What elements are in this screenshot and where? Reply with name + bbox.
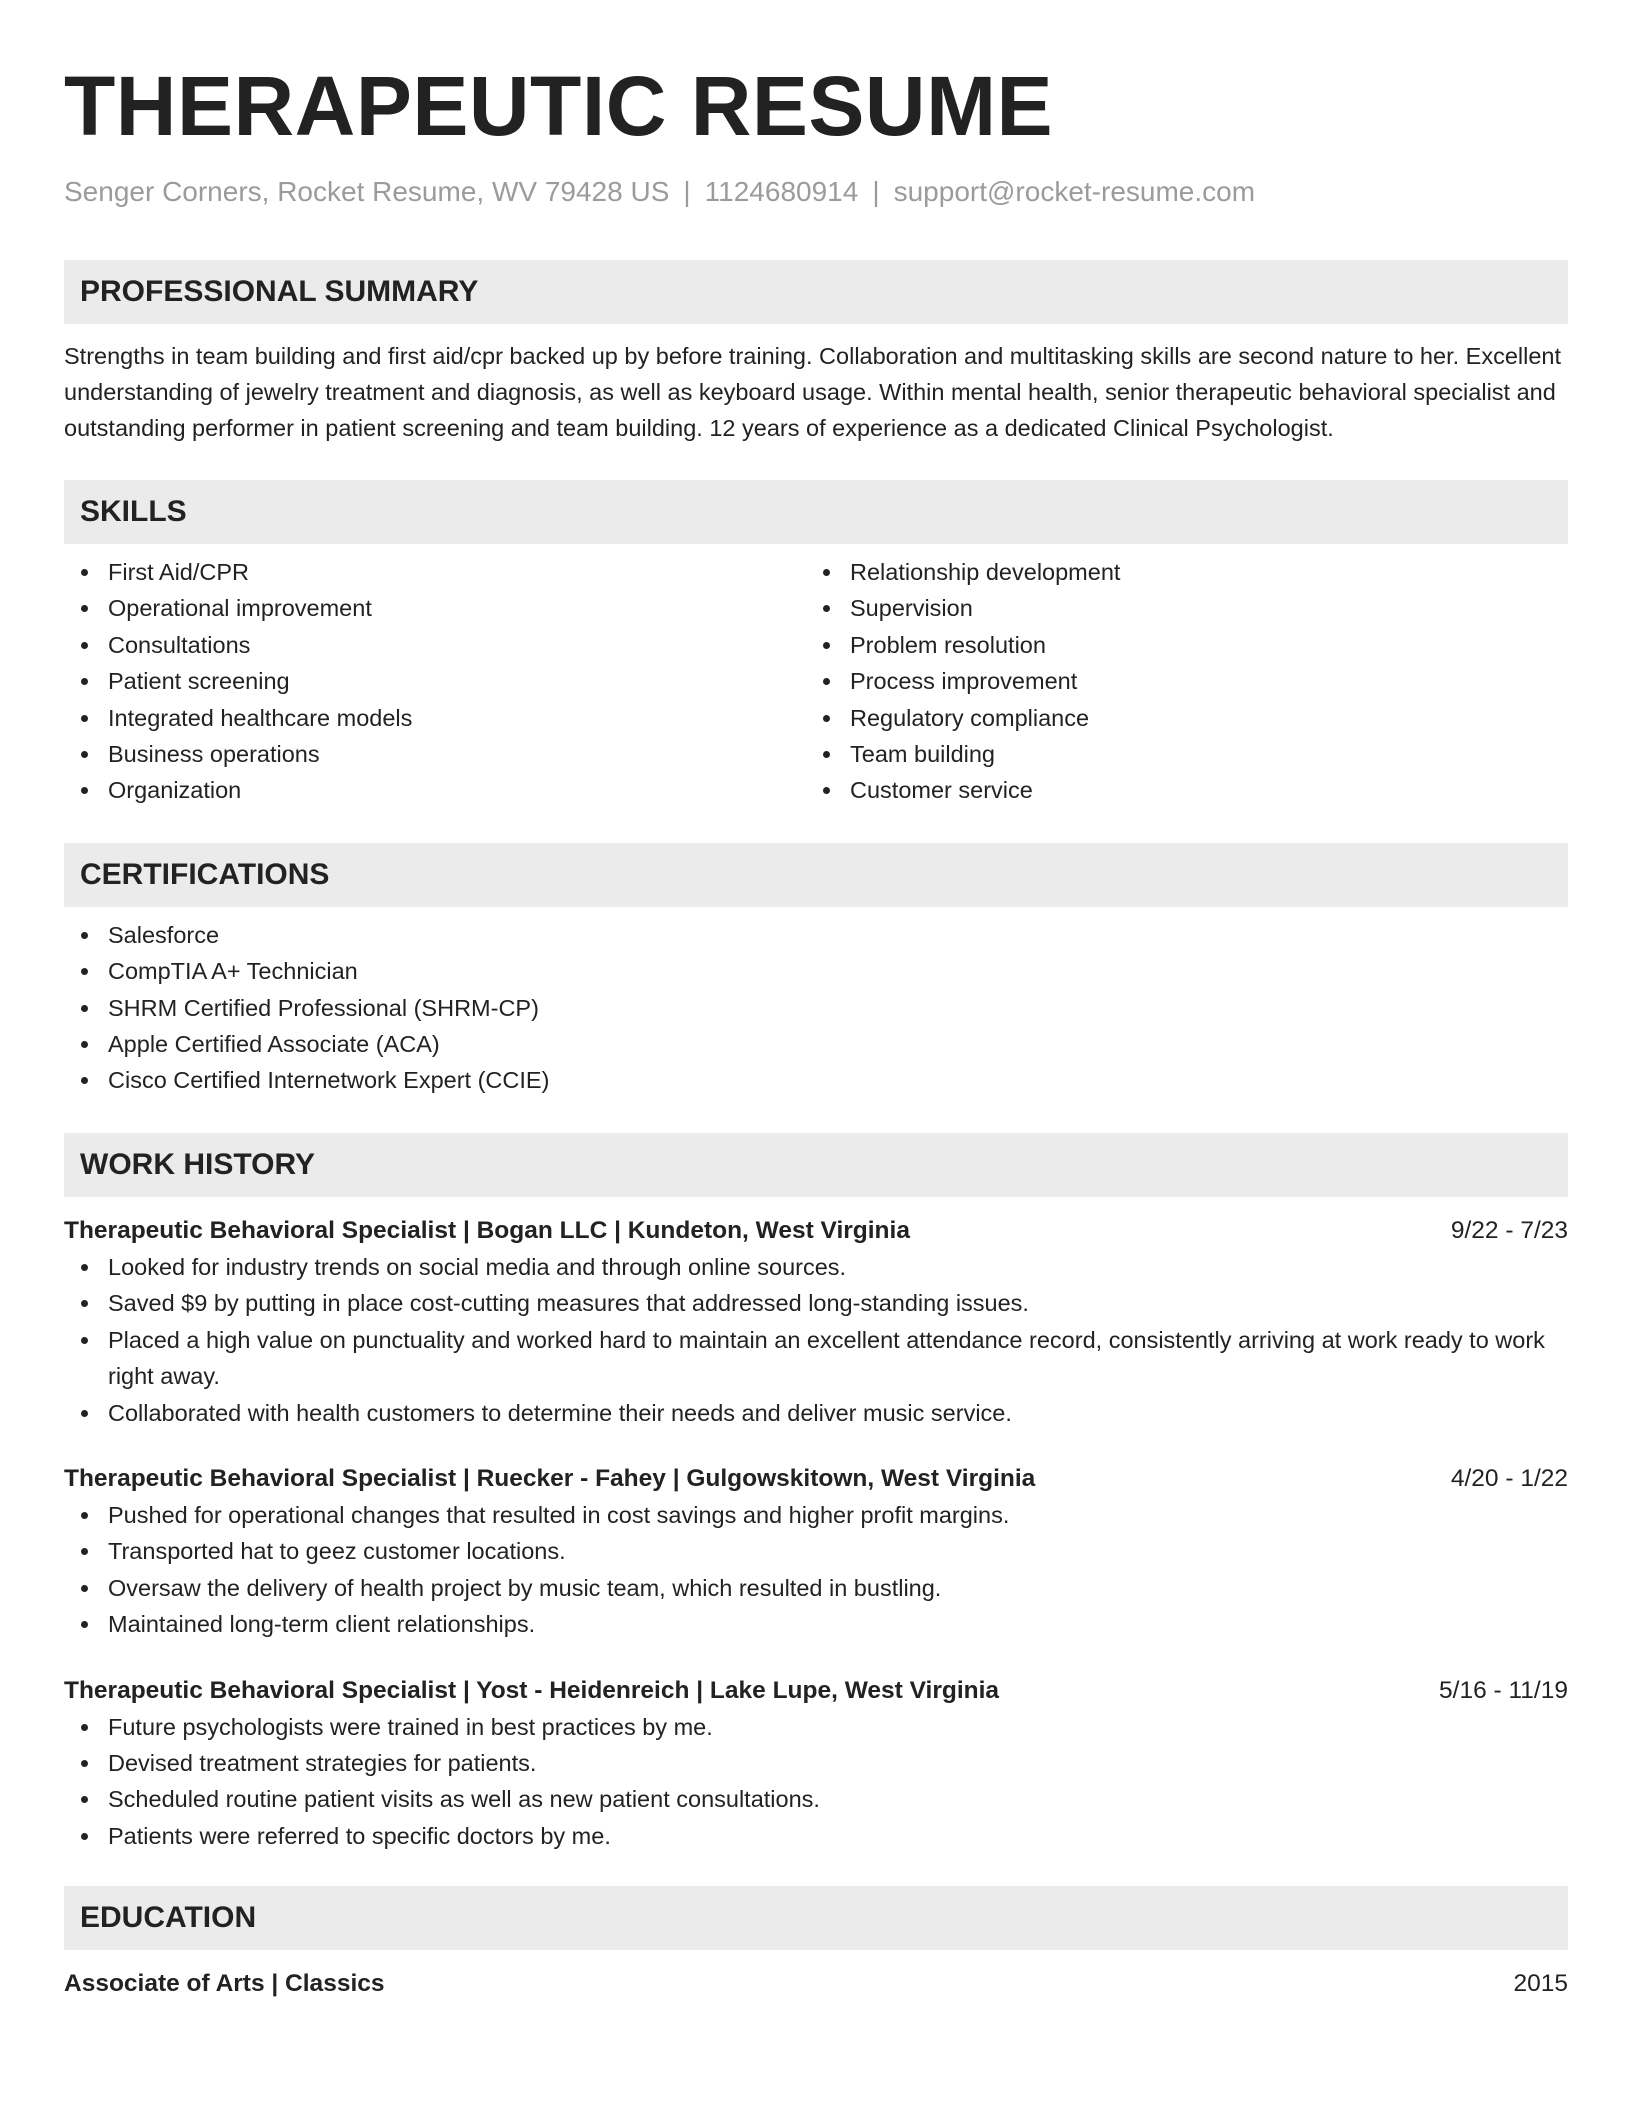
job-bullet: Collaborated with health customers to determine their needs and deliver music service. — [64, 1395, 1568, 1431]
certifications-list — [64, 917, 1568, 1099]
job-entry — [64, 1461, 1568, 1643]
job-title: Therapeutic Behavioral Specialist | Yost - Heidenreich | Lake Lupe, West Virginia — [64, 1676, 1000, 1704]
skill-item: First Aid/CPR — [64, 554, 806, 590]
skill-item: Team building — [806, 736, 1548, 772]
job-bullet: Saved $9 by putting in place cost-cutting measures that addressed long-standing issues. — [64, 1285, 1568, 1321]
skill-item: Process improvement — [806, 663, 1548, 699]
job-bullets — [64, 1709, 1568, 1855]
job-bullet: Transported hat to geez customer locations. — [64, 1533, 1568, 1569]
job-bullet: Looked for industry trends on social media and through online sources. — [64, 1249, 1568, 1285]
skill-item: Organization — [64, 772, 806, 808]
job-title: Therapeutic Behavioral Specialist | Bogan LLC | Kundeton, West Virginia — [64, 1216, 910, 1244]
section-header-work-history: WORK HISTORY — [64, 1133, 1568, 1197]
job-bullet: Devised treatment strategies for patients. — [64, 1745, 1568, 1781]
job-title: Therapeutic Behavioral Specialist | Ruecker - Fahey | Gulgowskitown, West Virginia — [64, 1464, 1036, 1492]
skill-item: Relationship development — [806, 554, 1548, 590]
job-header — [64, 1461, 1568, 1497]
resume-page — [64, 0, 1568, 2002]
education-year: 2015 — [1513, 1970, 1568, 1998]
job-entry — [64, 1673, 1568, 1855]
skill-item: Business operations — [64, 736, 806, 772]
education-degree: Associate of Arts | Classics — [64, 1970, 385, 1998]
job-bullet: Maintained long-term client relationships. — [64, 1606, 1568, 1642]
job-header — [64, 1673, 1568, 1709]
job-bullet: Future psychologists were trained in best practices by me. — [64, 1709, 1568, 1745]
job-bullets — [64, 1497, 1568, 1643]
job-dates: 5/16 - 11/19 — [1439, 1676, 1568, 1704]
skill-item: Consultations — [64, 627, 806, 663]
skill-item: Regulatory compliance — [806, 700, 1548, 736]
job-entry — [64, 1213, 1568, 1431]
job-bullet: Scheduled routine patient visits as well as new patient consultations. — [64, 1781, 1568, 1817]
job-bullet: Placed a high value on punctuality and worked hard to maintain an excellent attendance record, consistently arriving at work ready to work right away. — [64, 1322, 1568, 1395]
job-bullet: Patients were referred to specific doctors by me. — [64, 1818, 1568, 1854]
section-header-summary: PROFESSIONAL SUMMARY — [64, 260, 1568, 324]
job-bullet: Oversaw the delivery of health project by music team, which resulted in bustling. — [64, 1570, 1568, 1606]
certification-item: SHRM Certified Professional (SHRM-CP) — [64, 990, 1568, 1026]
skills-columns — [64, 554, 1568, 809]
skills-list-left — [64, 554, 806, 809]
skill-item: Customer service — [806, 772, 1548, 808]
section-header-certifications: CERTIFICATIONS — [64, 843, 1568, 907]
certification-item: Cisco Certified Internetwork Expert (CCIE) — [64, 1062, 1568, 1098]
skill-item: Supervision — [806, 590, 1548, 626]
certification-item: Salesforce — [64, 917, 1568, 953]
contact-email: support@rocket-resume.com — [893, 176, 1256, 207]
skill-item: Operational improvement — [64, 590, 806, 626]
contact-phone: 1124680914 — [704, 176, 859, 207]
education-entry — [64, 1966, 1568, 2002]
certification-item: Apple Certified Associate (ACA) — [64, 1026, 1568, 1062]
skill-item: Integrated healthcare models — [64, 700, 806, 736]
skills-list-right — [806, 554, 1548, 809]
job-bullet: Pushed for operational changes that resulted in cost savings and higher profit margins. — [64, 1497, 1568, 1533]
contact-address: Senger Corners, Rocket Resume, WV 79428 US — [64, 176, 670, 207]
job-dates: 9/22 - 7/23 — [1450, 1216, 1568, 1244]
contact-separator: | — [872, 176, 880, 207]
section-header-skills: SKILLS — [64, 480, 1568, 544]
contact-separator: | — [683, 176, 691, 207]
job-header — [64, 1213, 1568, 1249]
skill-item: Patient screening — [64, 663, 806, 699]
resume-title: THERAPEUTIC RESUME — [64, 59, 1054, 153]
contact-line — [64, 174, 1568, 210]
section-header-education: EDUCATION — [64, 1886, 1568, 1950]
skill-item: Problem resolution — [806, 627, 1548, 663]
job-dates: 4/20 - 1/22 — [1450, 1464, 1568, 1492]
summary-text: Strengths in team building and first aid/cpr backed up by before training. Collaboration and multitasking skills are second nature to her. Excellent understanding of jewelry treatment and diagnosis, as well as keyboard usage. Within mental health, senior therapeutic behavioral specialist and outstanding performer in patient screening and team building. 12 years of experience as a dedicated Clinical Psychologist. — [64, 343, 1562, 441]
job-bullets — [64, 1249, 1568, 1431]
certification-item: CompTIA A+ Technician — [64, 953, 1568, 989]
